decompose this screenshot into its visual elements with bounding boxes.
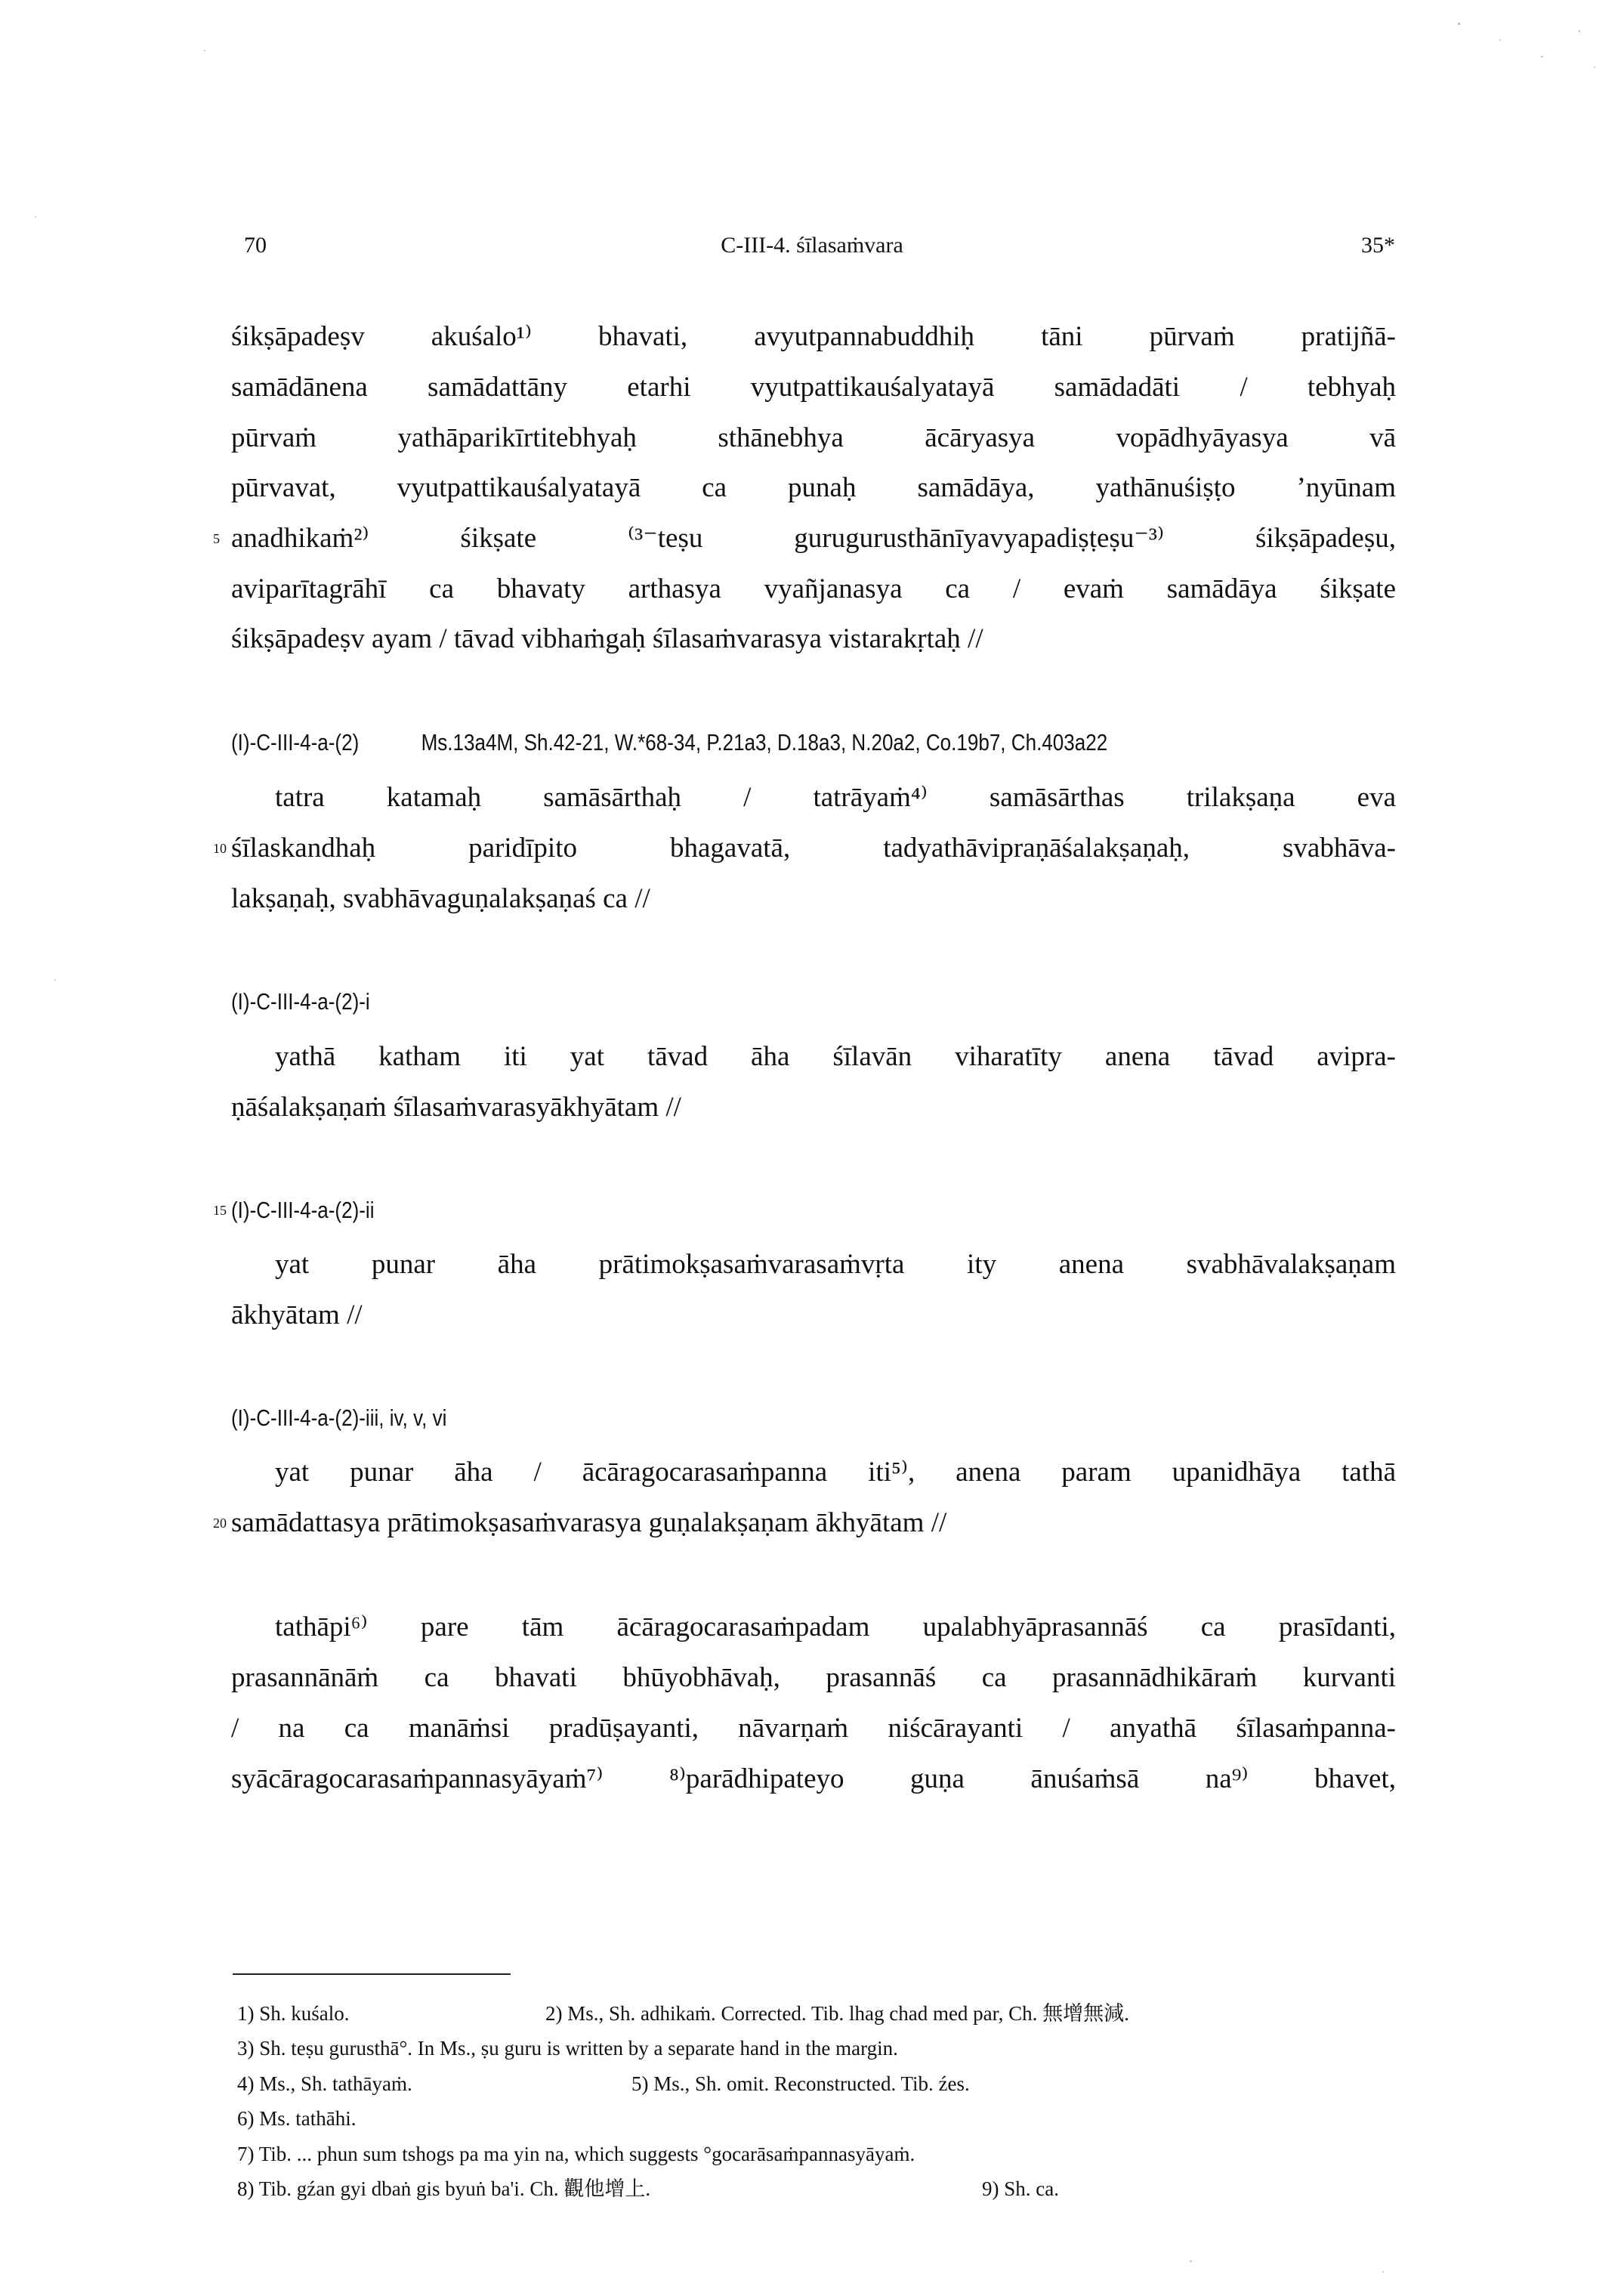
section-heading: (I)-C-III-4-a-(2)-i (231, 988, 370, 1015)
text-line: pūrvavat, vyutpattikauśalyatayā ca punaḥ samādāya, yathānuśiṣṭo ’nyūnam (231, 472, 1396, 503)
text-line: yat punar āha prātimokṣasaṁvarasaṁvṛta ity anena svabhāvalakṣaṇam (275, 1249, 1396, 1280)
text-line: syācāragocarasaṁpannasyāyaṁ⁷⁾ ⁸⁾parādhipateyo guṇa ānuśaṁsā na⁹⁾ bhavet, (231, 1763, 1396, 1794)
footnote: 4) Ms., Sh. tathāyaṁ. (237, 2072, 412, 2095)
scan-speck (1458, 23, 1460, 25)
page-number: 70 (244, 233, 267, 258)
text-line: samādānena samādattāny etarhi vyutpattikauśalyatayā samādadāti / tebhyaḥ (231, 372, 1396, 403)
footnote: 1) Sh. kuśalo. (237, 2002, 350, 2025)
footnote: 7) Tib. ... phun sum tshogs pa ma yin na, which suggests °gocarāsaṁpannasyāyaṁ. (237, 2143, 915, 2165)
text-line: pūrvaṁ yathāparikīrtitebhyaḥ sthānebhya ācāryasya vopādhyāyasya vā (231, 422, 1396, 453)
scan-speck (54, 979, 56, 981)
running-title: C-III-4. śīlasaṁvara (721, 233, 903, 258)
folio-number: 35* (1361, 233, 1395, 258)
line-number: 5 (213, 531, 220, 546)
scan-speck (1190, 2260, 1192, 2262)
text-line: śīlaskandhaḥ paridīpito bhagavatā, tadyathāvipraṇāśalakṣaṇaḥ, svabhāva- (231, 833, 1396, 864)
footnote: 3) Sh. teṣu gurusthā°. In Ms., ṣu guru is written by a separate hand in the margin. (237, 2037, 898, 2060)
footnote: 6) Ms. tathāhi. (237, 2107, 357, 2130)
scan-speck (1579, 30, 1580, 32)
text-line: aviparītagrāhī ca bhavaty arthasya vyañjanasya ca / evaṁ samādāya śikṣate (231, 573, 1396, 604)
text-line: prasannānāṁ ca bhavati bhūyobhāvaḥ, prasannāś ca prasannādhikāraṁ kurvanti (231, 1662, 1396, 1693)
text-line: ākhyātam // (231, 1299, 363, 1330)
footnote: 9) Sh. ca. (982, 2177, 1059, 2200)
section-heading-row (231, 726, 1107, 759)
text-line: samādattasya prātimokṣasaṁvarasya guṇalakṣaṇam ākhyātam // (231, 1507, 947, 1538)
footnote: 8) Tib. gźan gyi dbaṅ gis byuṅ ba'i. Ch. 觀他增上. (237, 2177, 651, 2200)
text-line: ṇāśalakṣaṇaṁ śīlasaṁvarasyākhyātam // (231, 1092, 681, 1123)
scan-speck (1594, 66, 1595, 68)
section-heading: (I)-C-III-4-a-(2) (231, 729, 360, 756)
text-line: lakṣaṇaḥ, svabhāvaguṇalakṣaṇaś ca // (231, 883, 650, 914)
scan-speck (1541, 56, 1543, 57)
scan-speck (35, 216, 36, 218)
footnote-rule (233, 1973, 511, 1975)
text-line: tatra katamaḥ samāsārthaḥ / tatrāyaṁ⁴⁾ samāsārthas trilakṣaṇa eva (275, 782, 1396, 813)
text-line: anadhikaṁ²⁾ śikṣate ⁽³⁻teṣu gurugurusthānīyavyapadiṣṭeṣu⁻³⁾ śikṣāpadeṣu, (231, 523, 1396, 554)
scan-speck (1382, 2271, 1384, 2273)
scan-speck (1499, 39, 1501, 41)
line-number: 20 (213, 1516, 227, 1531)
scan-speck (204, 50, 205, 51)
text-line: yat punar āha / ācāragocarasaṁpanna iti⁵⁾, anena param upanidhāya tathā (275, 1457, 1396, 1488)
text-line: tathāpi⁶⁾ pare tām ācāragocarasaṁpadam upalabhyāprasannāś ca prasīdanti, (275, 1612, 1396, 1642)
footnote: 5) Ms., Sh. omit. Reconstructed. Tib. źes. (631, 2072, 970, 2095)
section-heading: (I)-C-III-4-a-(2)-ii (231, 1197, 375, 1223)
text-line: / na ca manāṁsi pradūṣayanti, nāvarṇaṁ niścārayanti / anyathā śīlasaṁpanna- (231, 1713, 1396, 1744)
line-number: 10 (213, 841, 227, 856)
section-heading: (I)-C-III-4-a-(2)-iii, iv, v, vi (231, 1404, 447, 1431)
text-line: śikṣāpadeṣv akuśalo¹⁾ bhavati, avyutpannabuddhiḥ tāni pūrvaṁ pratijñā- (231, 321, 1396, 352)
text-line: yathā katham iti yat tāvad āha śīlavān viharatīty anena tāvad avipra- (275, 1041, 1396, 1072)
text-line: śikṣāpadeṣv ayam / tāvad vibhaṁgaḥ śīlasaṁvarasya vistarakṛtaḥ // (231, 623, 983, 654)
source-references: Ms.13a4M, Sh.42-21, W.*68-34, P.21a3, D.18a3, N.20a2, Co.19b7, Ch.403a22 (421, 729, 1108, 756)
line-number: 15 (213, 1203, 227, 1218)
footnote: 2) Ms., Sh. adhikaṁ. Corrected. Tib. lhag chad med par, Ch. 無增無減. (545, 2002, 1129, 2025)
